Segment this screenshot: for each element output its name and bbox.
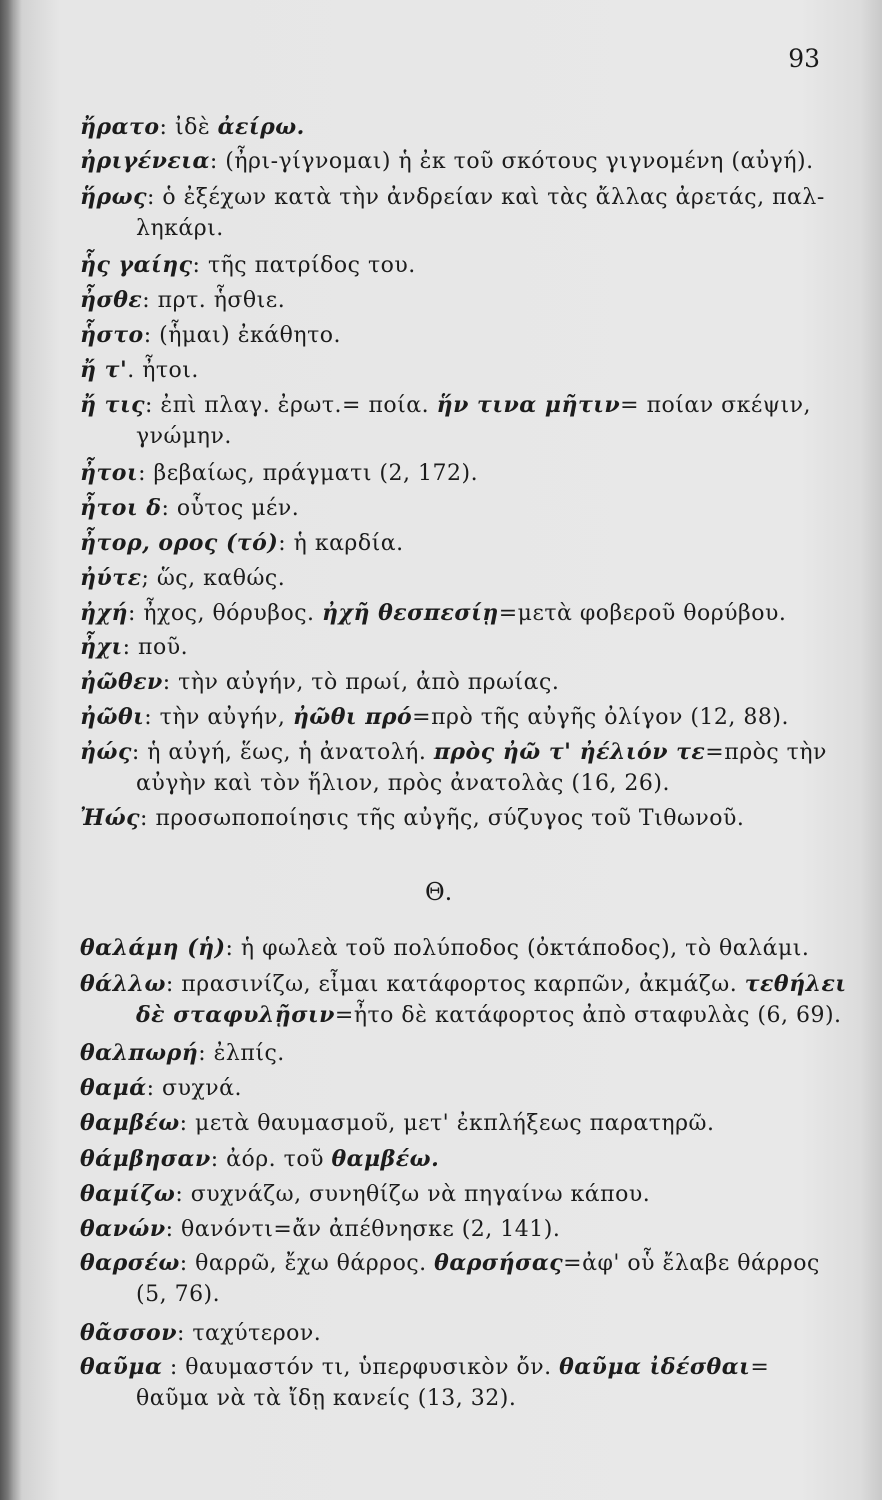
- dictionary-entry: ἠχή: ἦχος, θόρυβος. ἠχῆ θεσπεσίῃ=μετὰ φοβεροῦ θορύβου.: [80, 600, 787, 626]
- dictionary-entry: ἦσθε: πρτ. ἧσθιε.: [80, 287, 286, 313]
- dictionary-entry: ἠριγένεια: (ἦρι-γίγνομαι) ἡ ἐκ τοῦ σκότους γιγνομένη (αὐγή).: [80, 148, 814, 174]
- dictionary-entry: θαμά: συχνά.: [80, 1075, 242, 1101]
- page-number: 93: [788, 44, 820, 73]
- page-binding-shadow: [0, 0, 14, 1500]
- dictionary-entry: θᾶσσον: ταχύτερον.: [80, 1320, 322, 1346]
- section-heading-theta: Θ.: [425, 878, 453, 906]
- dictionary-entry: θαρσέω: θαρρῶ, ἔχω θάρρος. θαρσήσας=ἀφ' οὗ ἔλαβε θάρρος (5, 76).: [80, 1250, 820, 1307]
- dictionary-entry: ἤ τ'. ἦτοι.: [80, 357, 199, 383]
- dictionary-entry: θανών: θανόντι=ἄν ἀπέθνησκε (2, 141).: [80, 1216, 561, 1242]
- dictionary-entry: ἦχι: ποῦ.: [80, 634, 189, 660]
- dictionary-entry: θάλλω: πρασινίζω, εἶμαι κατάφορτος καρπῶν, ἀκμάζω. τεθήλει δὲ σταφυλῇσιν=ἦτο δὲ κατάφορτος ἀπὸ σταφυλὰς (6, 69).: [80, 971, 847, 1028]
- dictionary-entry: θαλπωρή: ἐλπίς.: [80, 1040, 285, 1066]
- dictionary-entry: ἧστο: (ἧμαι) ἐκάθητο.: [80, 322, 341, 348]
- dictionary-entry: θάμβησαν: ἀόρ. τοῦ θαμβέω.: [80, 1146, 440, 1172]
- dictionary-entry: ἦτοι: βεβαίως, πράγματι (2, 172).: [80, 460, 479, 486]
- dictionary-entry: ἠύτε; ὥς, καθώς.: [80, 565, 286, 591]
- dictionary-entry: ἠῶθεν: τὴν αὐγήν, τὸ πρωί, ἀπὸ πρωίας.: [80, 669, 560, 695]
- dictionary-entry: θαῦμα : θαυμαστόν τι, ὑπερφυσικὸν ὄν. θαῦμα ἰδέσθαι= θαῦμα νὰ τὰ ἴδῃ κανείς (13, 32).: [80, 1354, 770, 1411]
- dictionary-entry: Ἠώς: προσωποποίησις τῆς αὐγῆς, σύζυγος τοῦ Τιθωνοῦ.: [80, 805, 745, 831]
- dictionary-entry: ἧς γαίης: τῆς πατρίδος του.: [80, 252, 416, 278]
- dictionary-entry: ἠώς: ἡ αὐγή, ἕως, ἡ ἀνατολή. πρὸς ἠῶ τ' ἠέλιόν τε=πρὸς τὴν αὐγὴν καὶ τὸν ἥλιον, πρὸς ἀνατολὰς (16, 26).: [80, 739, 827, 796]
- dictionary-entry: ἥρως: ὁ ἐξέχων κατὰ τὴν ἀνδρείαν καὶ τὰς ἄλλας ἀρετάς, παλ- ληκάρι.: [80, 184, 825, 241]
- dictionary-entry: ἤ τις: ἐπὶ πλαγ. ἐρωτ.= ποία. ἥν τινα μῆτιν= ποίαν σκέψιν, γνώμην.: [80, 392, 812, 449]
- dictionary-entry: ἠῶθι: τὴν αὐγήν, ἠῶθι πρό=πρὸ τῆς αὐγῆς ὀλίγον (12, 88).: [80, 704, 789, 730]
- dictionary-entry: θαμβέω: μετὰ θαυμασμοῦ, μετ' ἐκπλήξεως παρατηρῶ.: [80, 1110, 715, 1136]
- dictionary-entry: ἦτοι δ: οὗτος μέν.: [80, 495, 300, 521]
- dictionary-entry: θαμίζω: συχνάζω, συνηθίζω νὰ πηγαίνω κάπου.: [80, 1181, 651, 1207]
- dictionary-entry: ἦτορ, ορος (τό): ἡ καρδία.: [80, 530, 404, 556]
- dictionary-entry: ἤρατο: ἰδὲ ἀείρω.: [80, 114, 305, 140]
- dictionary-entry: θαλάμη (ἡ): ἡ φωλεὰ τοῦ πολύποδος (ὀκτάποδος), τὸ θαλάμι.: [80, 935, 810, 961]
